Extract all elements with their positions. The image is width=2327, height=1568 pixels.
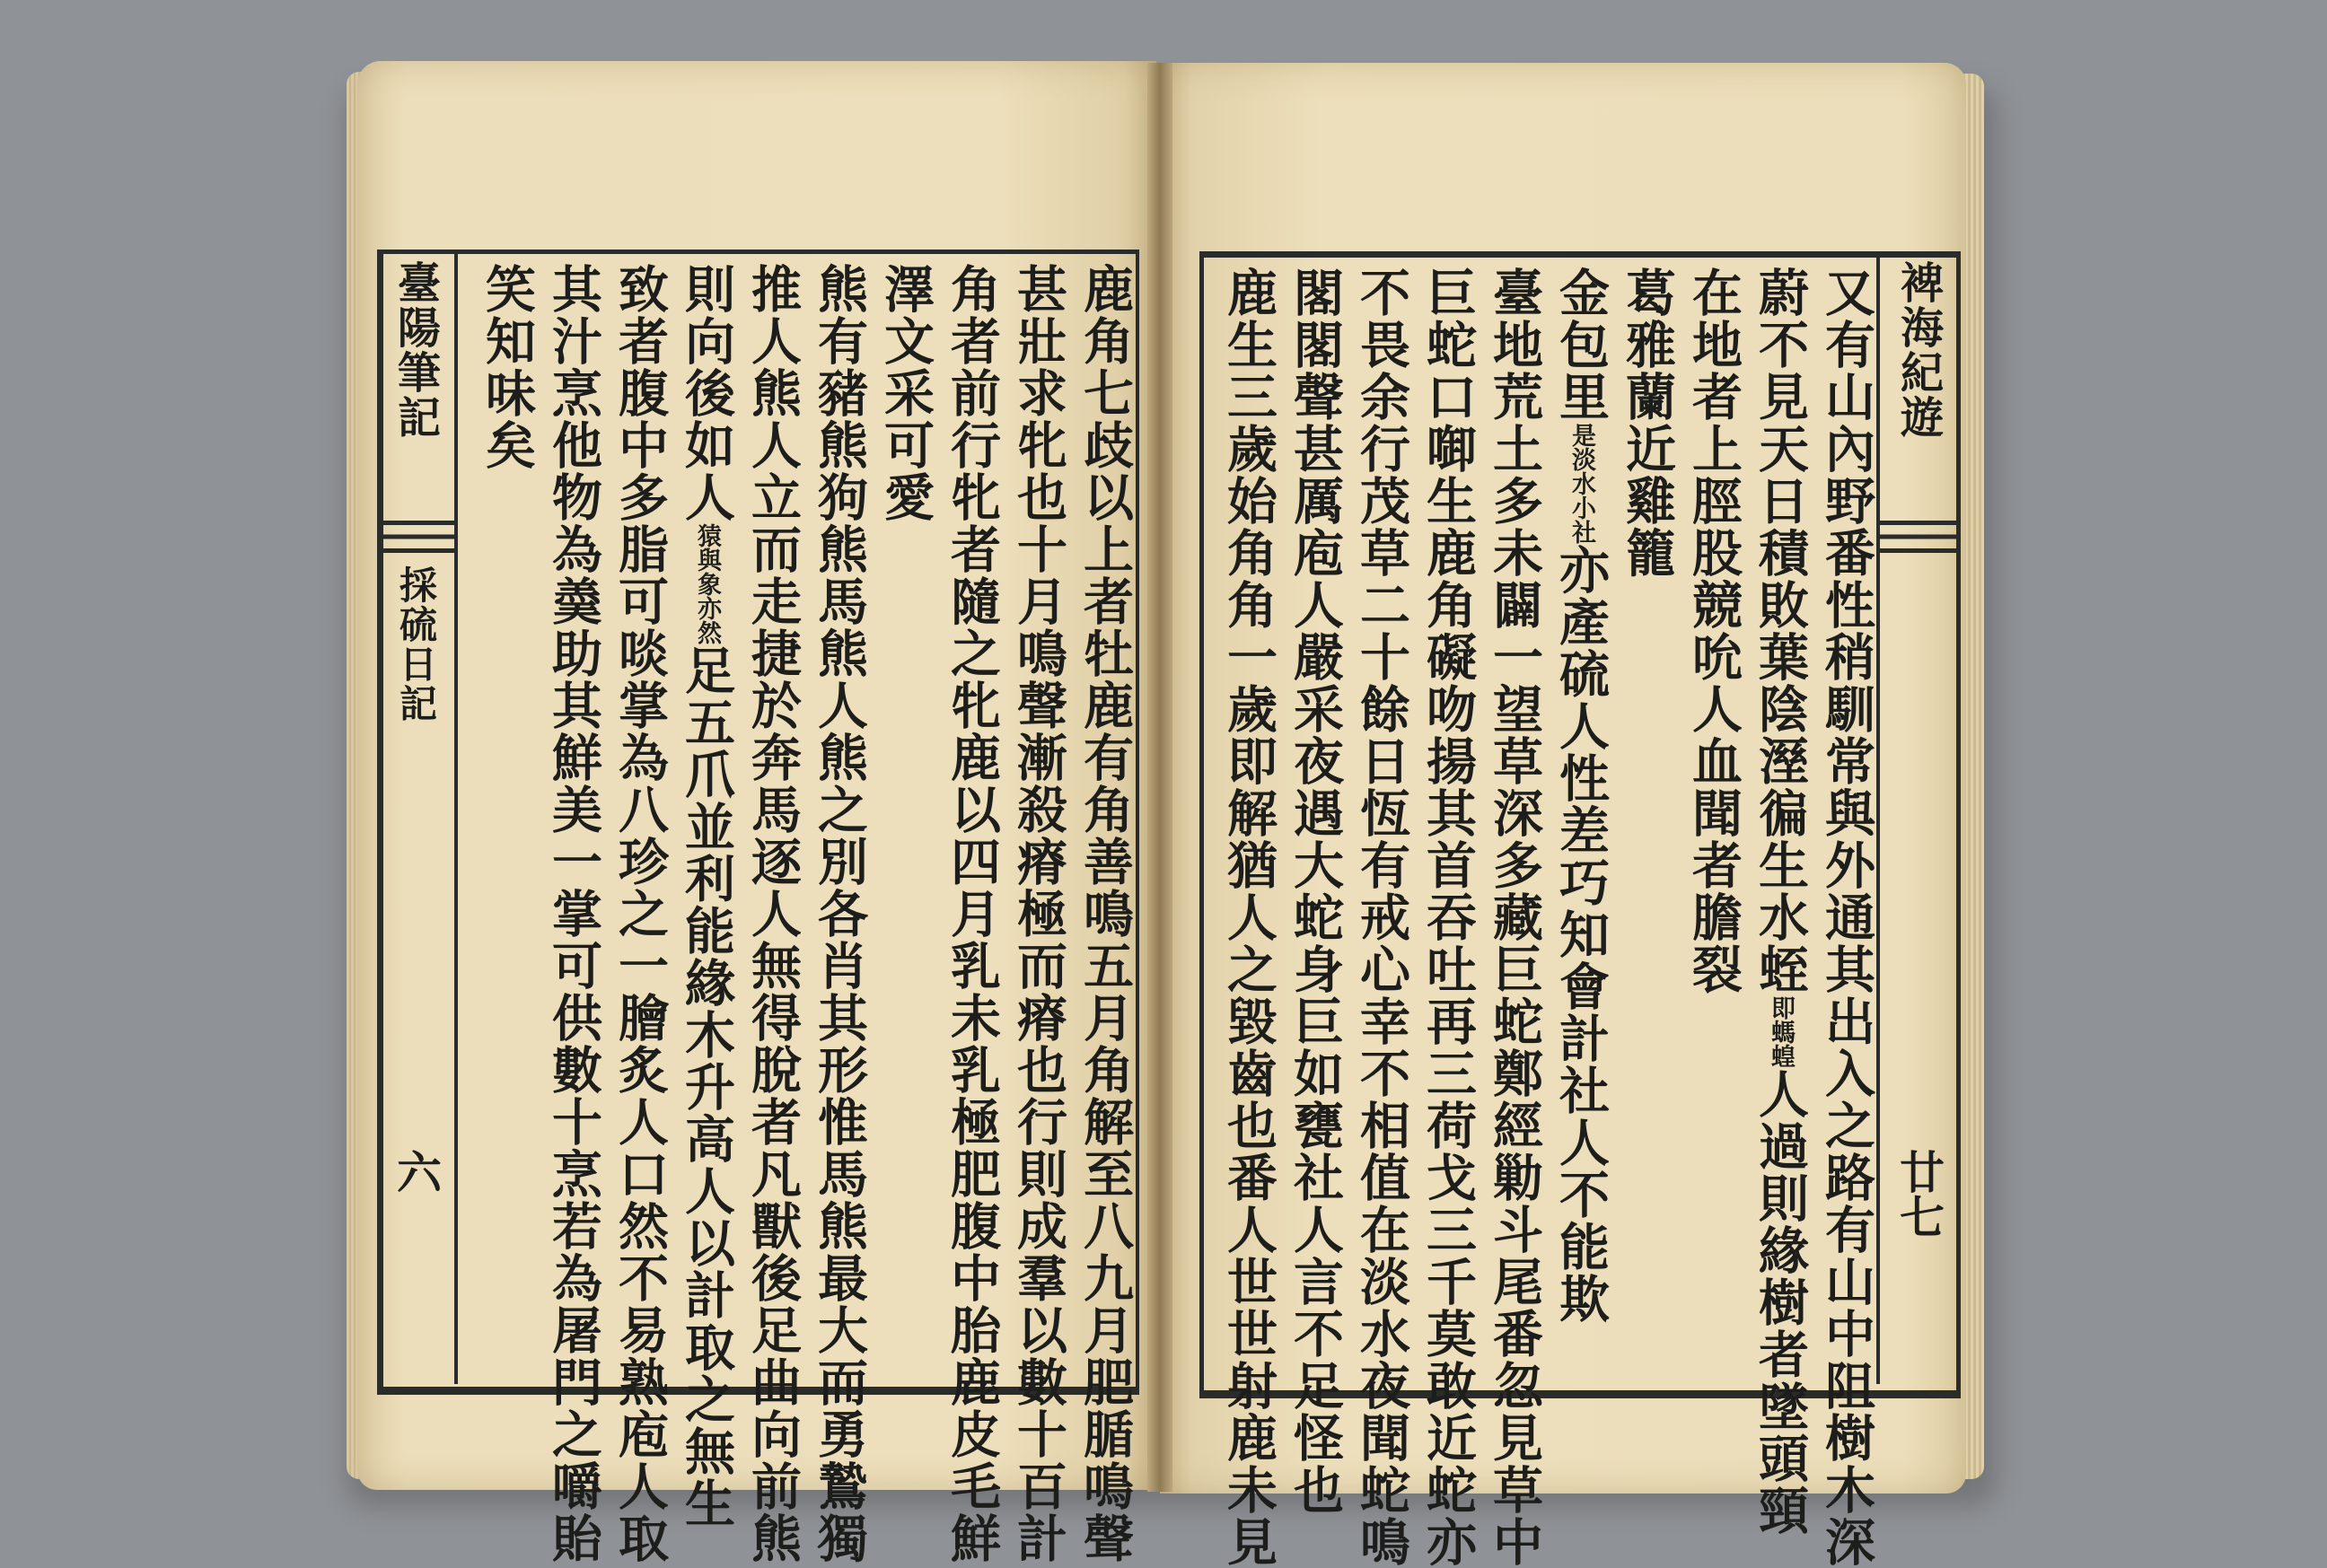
column-text: 其汁烹他物為羮助其鮮美一掌可供數十烹若為屠門之嚼貽	[544, 263, 603, 1564]
right-page-column	[1606, 258, 1677, 1390]
column-text: 蔚不見天日積敗葉陰溼徧生水蛭	[1751, 267, 1810, 995]
left-banxin	[377, 251, 458, 1384]
right-page-column	[1739, 258, 1810, 1537]
left-banxin-subtitle: 採硫日記	[394, 565, 438, 723]
right-page-column	[1673, 258, 1743, 1390]
right-page-column	[1805, 258, 1876, 1568]
column-text: 致者腹中多脂可啖掌為八珍之一膾炙人口然不易熟庖人取	[610, 263, 670, 1564]
interlinear-note: 即螞蝗	[1767, 995, 1795, 1068]
right-page-column	[1274, 258, 1345, 1516]
right-page-text	[1207, 258, 1876, 1568]
right-page-column	[1473, 258, 1544, 1568]
column-text: 則向後如人	[677, 263, 736, 523]
column-text: 角者前行牝者隨之牝鹿以四月乳未乳極肥腹中胎鹿皮毛鮮	[943, 263, 1002, 1564]
left-page-column	[599, 254, 670, 1564]
right-page-column	[1340, 258, 1411, 1568]
column-text: 足五爪並利能緣木升高人以計取之無生	[677, 644, 736, 1529]
left-page-column	[466, 254, 537, 1387]
left-fish-tail	[377, 521, 454, 553]
interlinear-note: 是淡水小社	[1567, 423, 1595, 544]
column-text: 巨蛇口啣生鹿角礙吻揚其首吞吐再三荷戈三千莫敢近蛇亦	[1418, 267, 1478, 1568]
left-page-text	[466, 254, 1135, 1564]
left-page-frame	[377, 250, 1139, 1564]
left-page-column	[665, 254, 736, 1529]
column-text: 金包里	[1551, 267, 1611, 423]
left-folio: 六	[390, 1149, 443, 1194]
column-text: 不畏余行茂草二十餘日恆有戒心幸不相值在淡水夜聞蛇鳴	[1352, 267, 1411, 1568]
left-page-column	[865, 254, 935, 1387]
left-banxin-title: 臺陽筆記	[390, 260, 441, 440]
left-page-column	[997, 254, 1068, 1564]
column-text: 熊有豬熊狗熊馬熊人熊之別各肖其形惟馬熊最大而勇鷙獨	[810, 263, 869, 1564]
column-text: 又有山內野番性稍馴常與外通其出入之路有山中阻樹木深	[1817, 267, 1876, 1568]
right-banxin-title: 裨海紀遊	[1892, 260, 1944, 440]
right-banxin	[1876, 251, 1957, 1384]
column-text: 人過則緣樹者墜頭頸	[1751, 1068, 1810, 1537]
interlinear-note: 猿與象亦然	[693, 523, 721, 644]
column-text: 笑知味矣	[478, 263, 537, 471]
column-text: 亦產硫人性差巧知會計社人不能欺	[1551, 544, 1611, 1325]
column-text: 鹿生三歲始角角一歲即解猶人之毀齒也番人世世射鹿未見	[1219, 267, 1278, 1568]
column-text: 臺地荒土多未闢一望草深多藏巨蛇鄭經勦斗尾番忽見草中	[1485, 267, 1544, 1568]
left-page-column	[931, 254, 1002, 1564]
column-text: 甚壯求牝也十月鳴聲漸殺瘠極而瘠也行則成羣以數十百計	[1009, 263, 1068, 1564]
right-fish-tail	[1880, 521, 1957, 553]
left-page-column	[798, 254, 869, 1564]
column-text: 鹿角七歧以上者牡鹿有角善鳴五月角解至八九月肥腯鳴聲	[1076, 263, 1135, 1564]
right-page-column	[1207, 258, 1278, 1568]
right-folio: 廿七	[1892, 1149, 1945, 1239]
column-text: 澤文采可愛	[876, 263, 935, 523]
column-text: 推人熊人立而走捷於奔馬逐人無得脫者凡獸後足曲向前熊	[743, 263, 803, 1564]
right-page-frame	[1199, 251, 1961, 1568]
column-text: 在地者上脛股競吮人血聞者膽裂	[1684, 267, 1743, 995]
left-page-column	[732, 254, 803, 1564]
left-page-column	[532, 254, 603, 1564]
right-page-column	[1540, 258, 1611, 1390]
book-gutter	[1147, 63, 1172, 1492]
column-text: 葛雅蘭近雞籠	[1618, 267, 1677, 579]
column-text: 閣閣聲甚厲庖人嚴采夜遇大蛇身巨如甕社人言不足怪也	[1286, 267, 1345, 1516]
left-page-column	[1064, 254, 1135, 1564]
right-page-column	[1407, 258, 1478, 1568]
